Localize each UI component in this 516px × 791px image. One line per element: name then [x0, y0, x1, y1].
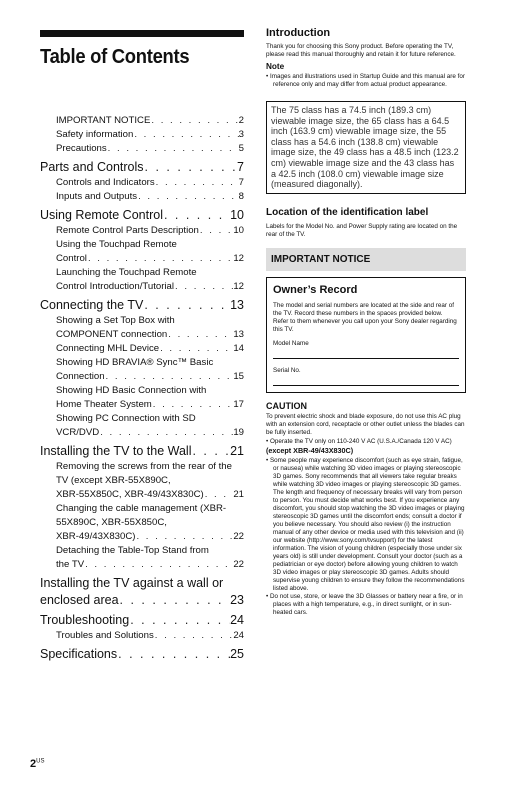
toc-entry-page: 23: [230, 593, 244, 607]
toc-leader-dots: [154, 629, 234, 643]
toc-leader-dots: [163, 207, 230, 224]
toc-subsection-entry: [40, 412, 244, 440]
toc-entry-title-line: Removing the screws from the rear of the TV (except XBR-55X890C,: [56, 461, 232, 486]
toc-entry-label: IMPORTANT NOTICE: [56, 115, 151, 126]
toc-subsection-entry: [40, 114, 244, 128]
toc-section-entry: [40, 612, 244, 629]
toc-entry-label: the TV: [56, 559, 85, 570]
important-notice-heading: IMPORTANT NOTICE: [266, 248, 466, 271]
toc-entry-page: 2: [238, 115, 244, 126]
toc-leader-dots: [137, 190, 239, 204]
toc-entry-label: Inputs and Outputs: [56, 191, 138, 202]
location-heading: Location of the identification label: [266, 206, 429, 218]
toc-section-entry: [40, 575, 244, 609]
toc-entry-title-line: Installing the TV against a wall or: [40, 576, 224, 590]
toc-entry-page: 5: [238, 143, 244, 154]
toc-entry-page: 22: [233, 531, 244, 542]
toc-entry-label: Connecting the TV: [40, 298, 144, 312]
toc-leader-dots: [144, 159, 238, 176]
toc-entry-label: Specifications: [40, 647, 118, 661]
toc-leader-dots: [167, 328, 233, 342]
toc-leader-dots: [84, 558, 233, 572]
toc-subsection-entry: [40, 629, 244, 643]
toc-entry-page: 14: [233, 343, 244, 354]
toc-entry-label: Installing the TV to the Wall: [40, 444, 192, 458]
toc-subsection-entry: [40, 224, 244, 238]
note-heading: Note: [266, 62, 285, 71]
toc-entry-page: 21: [230, 444, 244, 458]
toc-leader-dots: [155, 176, 239, 190]
serial-no-label: Serial No.: [273, 366, 301, 374]
toc-entry-label: XBR-49/43X830C): [56, 531, 136, 542]
toc-leader-dots: [107, 142, 239, 156]
toc-entry-title-line: Changing the cable management (XBR-55X890C, XBR-55X850C,: [56, 503, 227, 528]
serial-no-line: [273, 375, 459, 386]
top-rule: [40, 30, 244, 37]
caution-text: To prevent electric shock and blade exposure, do not use this AC plug with an extension cord, receptacle or other outlet unless the blades can be fully inserted.: [266, 412, 465, 436]
caution-bullet-3d: • Some people may experience discomfort (such as eye strain, fatigue, or nausea) while watching 3D video images or playing stereoscopic 3D games. Sony recommends that all viewers take regular breaks while watching 3D video images or playing stereoscopic 3D games. The length and frequency of necessary breaks will vary from person to person. You must decide what works best. If you experience any discomfort, you should stop watching the 3D video images or playing stereoscopic 3D games until the discomfort ends; consult a doctor if you believe necessary. You should also review (i) the instruction manual of any other device or media used with this television and (ii) our website (http://www.sony.com/tvsupport) for the latest information. The vision of young children (especially those under six years old) is still under development. Consult your doctor (such as a pediatrician or eye doctor) before allowing young children to watch 3D video images or play stereoscopic 3D games. Adults should supervise young children to ensure they follow the recommendations listed above.: [266, 456, 465, 592]
toc-entry-title-line: Detaching the Table-Top Stand from: [56, 545, 209, 556]
intro-heading: Introduction: [266, 27, 331, 39]
toc-entry-page: 12: [233, 253, 244, 264]
toc-entry-label: Home Theater System: [56, 399, 152, 410]
toc-entry-page: 24: [233, 630, 244, 641]
page-number: $2^{US}$: [30, 758, 45, 770]
toc-entry-title-line: Showing a Set Top Box with: [56, 315, 175, 326]
toc-entry-page: 15: [233, 371, 244, 382]
toc-leader-dots: [152, 398, 234, 412]
toc-subsection-entry: [40, 128, 244, 142]
toc-entry-label: Precautions: [56, 143, 107, 154]
intro-text: Thank you for choosing this Sony product. Before operating the TV, please read this manual thoroughly and retain it for future reference.: [266, 43, 456, 58]
toc-subsection-entry: [40, 544, 244, 572]
toc-entry-page: 24: [230, 613, 244, 627]
toc-entry-page: 13: [230, 298, 244, 312]
owners-record-text: The model and serial numbers are located at the side and rear of the TV. Record these numbers in the spaces provided below. Refer to them whenever you call upon your Sony dealer regarding this TV.: [273, 301, 457, 333]
toc-section-entry: [40, 207, 244, 224]
caution-bullet-glasses: • Do not use, store, or leave the 3D Glasses or battery near a fire, or in places with a high temperature, e.g., in direct sunlight, or in sun-heated cars.: [266, 592, 463, 616]
toc-entry-label: Control Introduction/Tutorial: [56, 281, 175, 292]
toc-entry-title-line: Launching the Touchpad Remote: [56, 267, 197, 278]
toc-entry-page: 12: [233, 281, 244, 292]
toc-entry-label: Connecting MHL Device: [56, 343, 160, 354]
model-name-line: [273, 348, 459, 359]
toc-leader-dots: [159, 342, 233, 356]
toc-subsection-entry: [40, 176, 244, 190]
toc-section-entry: [40, 159, 244, 176]
toc-entry-page: 17: [233, 399, 244, 410]
toc-subsection-entry: [40, 314, 244, 342]
toc-entry-title-line: Using the Touchpad Remote: [56, 239, 177, 250]
toc-leader-dots: [105, 370, 234, 384]
owners-record-box: [266, 277, 466, 393]
toc-column: [40, 30, 244, 661]
toc-leader-dots: [117, 646, 230, 663]
toc-title: Table of Contents: [40, 46, 190, 68]
toc-leader-dots: [87, 252, 233, 266]
toc-subsection-entry: [40, 502, 244, 544]
toc-entry-label: Troubles and Solutions: [56, 630, 154, 641]
toc-subsection-entry: [40, 142, 244, 156]
toc-entry-label: Control: [56, 253, 87, 264]
toc-entry-page: 22: [233, 559, 244, 570]
size-note-box: The 75 class has a 74.5 inch (189.3 cm) viewable image size, the 65 class has a 64.5 inch (163.9 cm) viewable image size, the 55 class has a 54.6 inch (138.8 cm) viewable image size, the 49 class has a 48.5 inch (123.2 cm) viewable image size and the 43 class has a 42.5 inch (108.0 cm) viewable image size (measured diagonally).: [266, 101, 466, 194]
toc-entry-page: 3: [238, 129, 244, 140]
toc-leader-dots: [99, 426, 233, 440]
content-column: [266, 26, 466, 617]
toc-subsection-entry: [40, 190, 244, 204]
toc-subsection-entry: [40, 384, 244, 412]
toc-entry-page: 13: [233, 329, 244, 340]
toc-subsection-entry: [40, 238, 244, 266]
toc-entry-page: 8: [238, 191, 244, 202]
toc-entry-page: 10: [230, 208, 244, 222]
toc-leader-dots: [133, 128, 238, 142]
toc-entry-label: Remote Control Parts Description: [56, 225, 199, 236]
toc-entry-page: 21: [233, 489, 244, 500]
toc-section-entry: [40, 646, 244, 663]
toc-entry-label: Troubleshooting: [40, 613, 130, 627]
toc-leader-dots: [119, 592, 231, 609]
toc-subsection-entry: [40, 266, 244, 294]
toc-subsection-entry: [40, 356, 244, 384]
toc-entry-label: Connection: [56, 371, 105, 382]
toc-leader-dots: [150, 114, 238, 128]
toc-entry-label: Controls and Indicators: [56, 177, 155, 188]
toc-subsection-entry: [40, 460, 244, 502]
toc-entry-page: 10: [233, 225, 244, 236]
caution-bullet-voltage: • Operate the TV only on 110-240 V AC (U.S.A./Canada 120 V AC): [266, 437, 452, 445]
toc-leader-dots: [135, 530, 233, 544]
toc-leader-dots: [204, 488, 234, 502]
toc-leader-dots: [174, 280, 233, 294]
toc-entry-label: Parts and Controls: [40, 160, 144, 174]
toc-leader-dots: [143, 297, 230, 314]
model-name-label: Model Name: [273, 339, 309, 347]
toc-subsection-entry: [40, 342, 244, 356]
toc-entry-title-line: Showing HD BRAVIA® Sync™ Basic: [56, 357, 214, 368]
toc-entry-page: 19: [233, 427, 244, 438]
toc-section-entry: [40, 297, 244, 314]
toc-leader-dots: [199, 224, 233, 238]
toc-section-entry: [40, 443, 244, 460]
toc-entry-label: enclosed area: [40, 593, 119, 607]
owners-record-title: Owner’s Record: [273, 283, 358, 296]
caution-heading: CAUTION: [266, 400, 307, 411]
toc-entry-title-line: Showing HD Basic Connection with: [56, 385, 207, 396]
toc-leader-dots: [191, 443, 230, 460]
toc-leader-dots: [129, 612, 230, 629]
toc-entry-page: 25: [230, 647, 244, 661]
note-bullet: • Images and illustrations used in Startup Guide and this manual are for reference only and may differ from actual product appearance.: [266, 73, 465, 88]
location-text: Labels for the Model No. and Power Supply rating are located on the rear of the TV.: [266, 222, 458, 238]
toc-entry-label: Using Remote Control: [40, 208, 163, 222]
toc-list: [40, 114, 244, 663]
toc-entry-label: Safety information: [56, 129, 134, 140]
toc-entry-page: 7: [237, 160, 244, 174]
except-heading: (except XBR-49/43X830C): [266, 445, 354, 455]
toc-entry-label: VCR/DVD: [56, 427, 100, 438]
toc-entry-title-line: Showing PC Connection with SD: [56, 413, 196, 424]
toc-entry-page: 7: [238, 177, 244, 188]
toc-entry-label: COMPONENT connection: [56, 329, 168, 340]
toc-entry-label: XBR-55X850C, XBR-49/43X830C): [56, 489, 204, 500]
